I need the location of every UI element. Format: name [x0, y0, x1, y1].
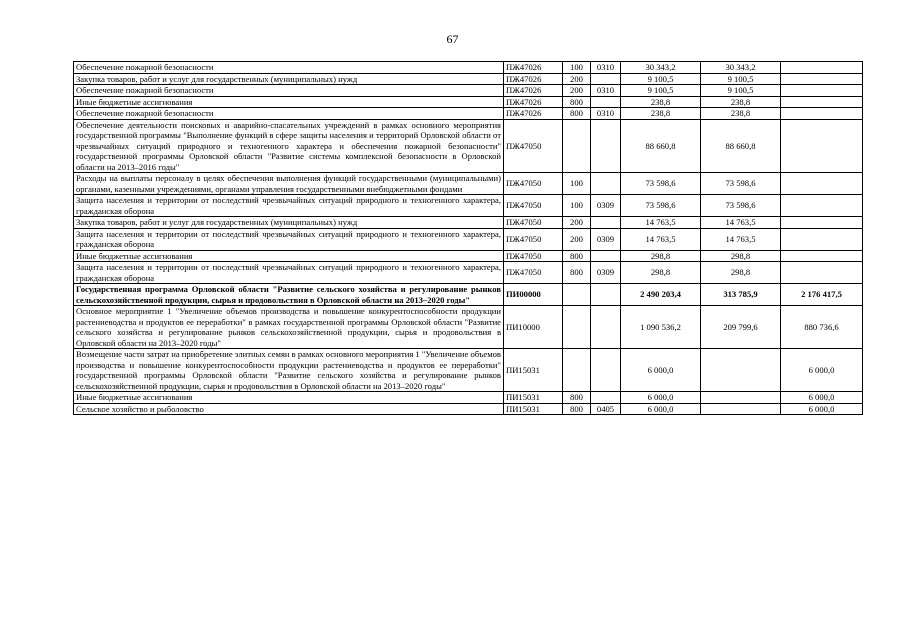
- row-amount-1-cell: 30 343,2: [701, 62, 781, 74]
- row-name-cell: Обеспечение пожарной безопасности: [74, 108, 504, 120]
- row-total-cell: 298,8: [621, 250, 701, 262]
- row-expense-type-cell: 200: [563, 228, 591, 250]
- row-total-cell: 298,8: [621, 262, 701, 284]
- table-row: [74, 173, 863, 195]
- table-row: [74, 250, 863, 262]
- table-row: [74, 62, 863, 74]
- row-expense-type-cell: 200: [563, 73, 591, 85]
- row-code-cell: ПЖ47026: [504, 108, 563, 120]
- table-row: [74, 96, 863, 108]
- row-section-cell: [591, 217, 621, 229]
- row-expense-type-cell: [563, 349, 591, 392]
- row-code-cell: ПЖ47050: [504, 262, 563, 284]
- row-name-cell: Возмещение части затрат на приобретение элитных семян в рамках основного мероприятия 1 "Увеличение объемов производства и повышение конкурентоспособности продукции растениеводства и продуктов ее переработки" государственной программы Орловской области "Развитие сельского хозяйства и регулирование рынков сельскохозяйственной продукции, сырья и продовольствия в Орловской области на 2013–2020 годы": [74, 349, 504, 392]
- row-code-cell: ПИ00000: [504, 284, 563, 306]
- row-name-cell: Иные бюджетные ассигнования: [74, 392, 504, 404]
- table-row: [74, 262, 863, 284]
- row-total-cell: 6 000,0: [621, 349, 701, 392]
- table-row: [74, 228, 863, 250]
- row-total-cell: 9 100,5: [621, 73, 701, 85]
- row-total-cell: 6 000,0: [621, 403, 701, 415]
- row-name-cell: Обеспечение деятельности поисковых и аварийно-спасательных учреждений в рамках основного мероприятия государственной программы "Выполнение функций в сфере защиты населения и территорий Орловской области от чрезвычайных ситуаций природного и техногенного характера и обеспечения пожарной безопасности" государственной программы Орловской области "Развитие системы комплексной безопасности в Орловской области на 2013–2016 годы": [74, 119, 504, 173]
- row-amount-1-cell: 313 785,9: [701, 284, 781, 306]
- row-amount-1-cell: 209 799,6: [701, 306, 781, 349]
- row-amount-2-cell: 2 176 417,5: [781, 284, 863, 306]
- row-expense-type-cell: [563, 306, 591, 349]
- row-expense-type-cell: 200: [563, 217, 591, 229]
- row-section-cell: 0309: [591, 228, 621, 250]
- row-name-cell: Закупка товаров, работ и услуг для государственных (муниципальных) нужд: [74, 73, 504, 85]
- row-section-cell: [591, 306, 621, 349]
- table-row: [74, 349, 863, 392]
- row-code-cell: ПИ10000: [504, 306, 563, 349]
- row-expense-type-cell: 800: [563, 108, 591, 120]
- row-total-cell: 30 343,2: [621, 62, 701, 74]
- row-amount-1-cell: 9 100,5: [701, 85, 781, 97]
- row-amount-2-cell: [781, 62, 863, 74]
- row-amount-1-cell: [701, 349, 781, 392]
- row-expense-type-cell: 800: [563, 262, 591, 284]
- row-expense-type-cell: 800: [563, 392, 591, 404]
- row-section-cell: 0310: [591, 62, 621, 74]
- row-expense-type-cell: 800: [563, 250, 591, 262]
- row-code-cell: ПЖ47050: [504, 119, 563, 173]
- row-amount-1-cell: 298,8: [701, 250, 781, 262]
- row-expense-type-cell: [563, 284, 591, 306]
- row-section-cell: [591, 73, 621, 85]
- row-section-cell: [591, 173, 621, 195]
- row-amount-1-cell: 238,8: [701, 108, 781, 120]
- row-section-cell: 0310: [591, 108, 621, 120]
- row-name-cell: Сельское хозяйство и рыболовство: [74, 403, 504, 415]
- table-row: [74, 195, 863, 217]
- row-amount-2-cell: [781, 173, 863, 195]
- row-amount-2-cell: [781, 250, 863, 262]
- row-amount-1-cell: [701, 403, 781, 415]
- row-code-cell: ПИ15031: [504, 392, 563, 404]
- row-name-cell: Защита населения и территории от последствий чрезвычайных ситуаций природного и техногенного характера, гражданская оборона: [74, 228, 504, 250]
- row-name-cell: Государственная программа Орловской области "Развитие сельского хозяйства и регулирование рынков сельскохозяйственной продукции, сырья и продовольствия в Орловской области на 2013–2020 годы": [74, 284, 504, 306]
- page-number: 67: [446, 32, 459, 46]
- row-name-cell: Основное мероприятие 1 "Увеличение объемов производства и повышение конкурентоспособности продукции растениеводства и продуктов ее переработки" в рамках государственной программы Орловской области "Развитие сельского хозяйства и регулирование рынков сельскохозяйственной продукции, сырья и продовольствия в Орловской области на 2013–2020 годы": [74, 306, 504, 349]
- row-amount-2-cell: [781, 108, 863, 120]
- budget-table: [73, 61, 863, 415]
- row-expense-type-cell: 800: [563, 403, 591, 415]
- row-section-cell: [591, 119, 621, 173]
- row-name-cell: Защита населения и территории от последствий чрезвычайных ситуаций природного и техногенного характера, гражданская оборона: [74, 262, 504, 284]
- row-amount-2-cell: [781, 217, 863, 229]
- row-amount-1-cell: 298,8: [701, 262, 781, 284]
- table-row: [74, 306, 863, 349]
- row-amount-2-cell: [781, 96, 863, 108]
- row-total-cell: 9 100,5: [621, 85, 701, 97]
- row-name-cell: Обеспечение пожарной безопасности: [74, 85, 504, 97]
- row-total-cell: 88 660,8: [621, 119, 701, 173]
- row-amount-2-cell: 6 000,0: [781, 349, 863, 392]
- row-name-cell: Закупка товаров, работ и услуг для государственных (муниципальных) нужд: [74, 217, 504, 229]
- row-amount-1-cell: 238,8: [701, 96, 781, 108]
- table-row: [74, 119, 863, 173]
- row-section-cell: 0309: [591, 262, 621, 284]
- row-code-cell: ПЖ47026: [504, 85, 563, 97]
- row-section-cell: [591, 96, 621, 108]
- row-name-cell: Обеспечение пожарной безопасности: [74, 62, 504, 74]
- table-row: [74, 85, 863, 97]
- row-amount-1-cell: 14 763,5: [701, 217, 781, 229]
- table-row: [74, 108, 863, 120]
- row-section-cell: [591, 250, 621, 262]
- row-amount-2-cell: [781, 262, 863, 284]
- row-code-cell: ПЖ47050: [504, 217, 563, 229]
- table-body: [74, 62, 863, 415]
- row-amount-2-cell: [781, 73, 863, 85]
- row-code-cell: ПИ15031: [504, 349, 563, 392]
- row-amount-2-cell: 6 000,0: [781, 403, 863, 415]
- row-total-cell: 14 763,5: [621, 217, 701, 229]
- row-name-cell: Защита населения и территории от последствий чрезвычайных ситуаций природного и техногенного характера, гражданская оборона: [74, 195, 504, 217]
- row-name-cell: Иные бюджетные ассигнования: [74, 96, 504, 108]
- row-section-cell: [591, 349, 621, 392]
- table-row: [74, 217, 863, 229]
- row-total-cell: 2 490 203,4: [621, 284, 701, 306]
- row-name-cell: Расходы на выплаты персоналу в целях обеспечения выполнения функций государственными (муниципальными) органами, казенными учреждениями, органами управления государственными внебюджетными фондами: [74, 173, 504, 195]
- row-amount-1-cell: 9 100,5: [701, 73, 781, 85]
- row-code-cell: ПЖ47050: [504, 173, 563, 195]
- row-expense-type-cell: 200: [563, 85, 591, 97]
- table-row: [74, 403, 863, 415]
- table-row: [74, 284, 863, 306]
- table-row: [74, 73, 863, 85]
- row-total-cell: 14 763,5: [621, 228, 701, 250]
- row-amount-1-cell: 88 660,8: [701, 119, 781, 173]
- row-code-cell: ПЖ47050: [504, 195, 563, 217]
- row-total-cell: 6 000,0: [621, 392, 701, 404]
- row-section-cell: 0310: [591, 85, 621, 97]
- row-total-cell: 238,8: [621, 96, 701, 108]
- row-code-cell: ПЖ47050: [504, 228, 563, 250]
- row-code-cell: ПЖ47026: [504, 62, 563, 74]
- row-expense-type-cell: 100: [563, 173, 591, 195]
- row-expense-type-cell: [563, 119, 591, 173]
- row-total-cell: 73 598,6: [621, 173, 701, 195]
- row-amount-2-cell: [781, 119, 863, 173]
- row-amount-1-cell: 14 763,5: [701, 228, 781, 250]
- row-amount-2-cell: [781, 228, 863, 250]
- row-expense-type-cell: 800: [563, 96, 591, 108]
- row-section-cell: 0309: [591, 195, 621, 217]
- row-total-cell: 73 598,6: [621, 195, 701, 217]
- row-code-cell: ПЖ47026: [504, 96, 563, 108]
- row-section-cell: [591, 392, 621, 404]
- row-amount-1-cell: [701, 392, 781, 404]
- row-total-cell: 1 090 536,2: [621, 306, 701, 349]
- row-amount-1-cell: 73 598,6: [701, 173, 781, 195]
- row-amount-2-cell: 880 736,6: [781, 306, 863, 349]
- row-amount-2-cell: 6 000,0: [781, 392, 863, 404]
- row-expense-type-cell: 100: [563, 195, 591, 217]
- row-amount-2-cell: [781, 195, 863, 217]
- row-code-cell: ПЖ47026: [504, 73, 563, 85]
- table-row: [74, 392, 863, 404]
- row-code-cell: ПИ15031: [504, 403, 563, 415]
- row-amount-1-cell: 73 598,6: [701, 195, 781, 217]
- row-amount-2-cell: [781, 85, 863, 97]
- row-code-cell: ПЖ47050: [504, 250, 563, 262]
- row-section-cell: [591, 284, 621, 306]
- row-expense-type-cell: 100: [563, 62, 591, 74]
- row-section-cell: 0405: [591, 403, 621, 415]
- row-total-cell: 238,8: [621, 108, 701, 120]
- row-name-cell: Иные бюджетные ассигнования: [74, 250, 504, 262]
